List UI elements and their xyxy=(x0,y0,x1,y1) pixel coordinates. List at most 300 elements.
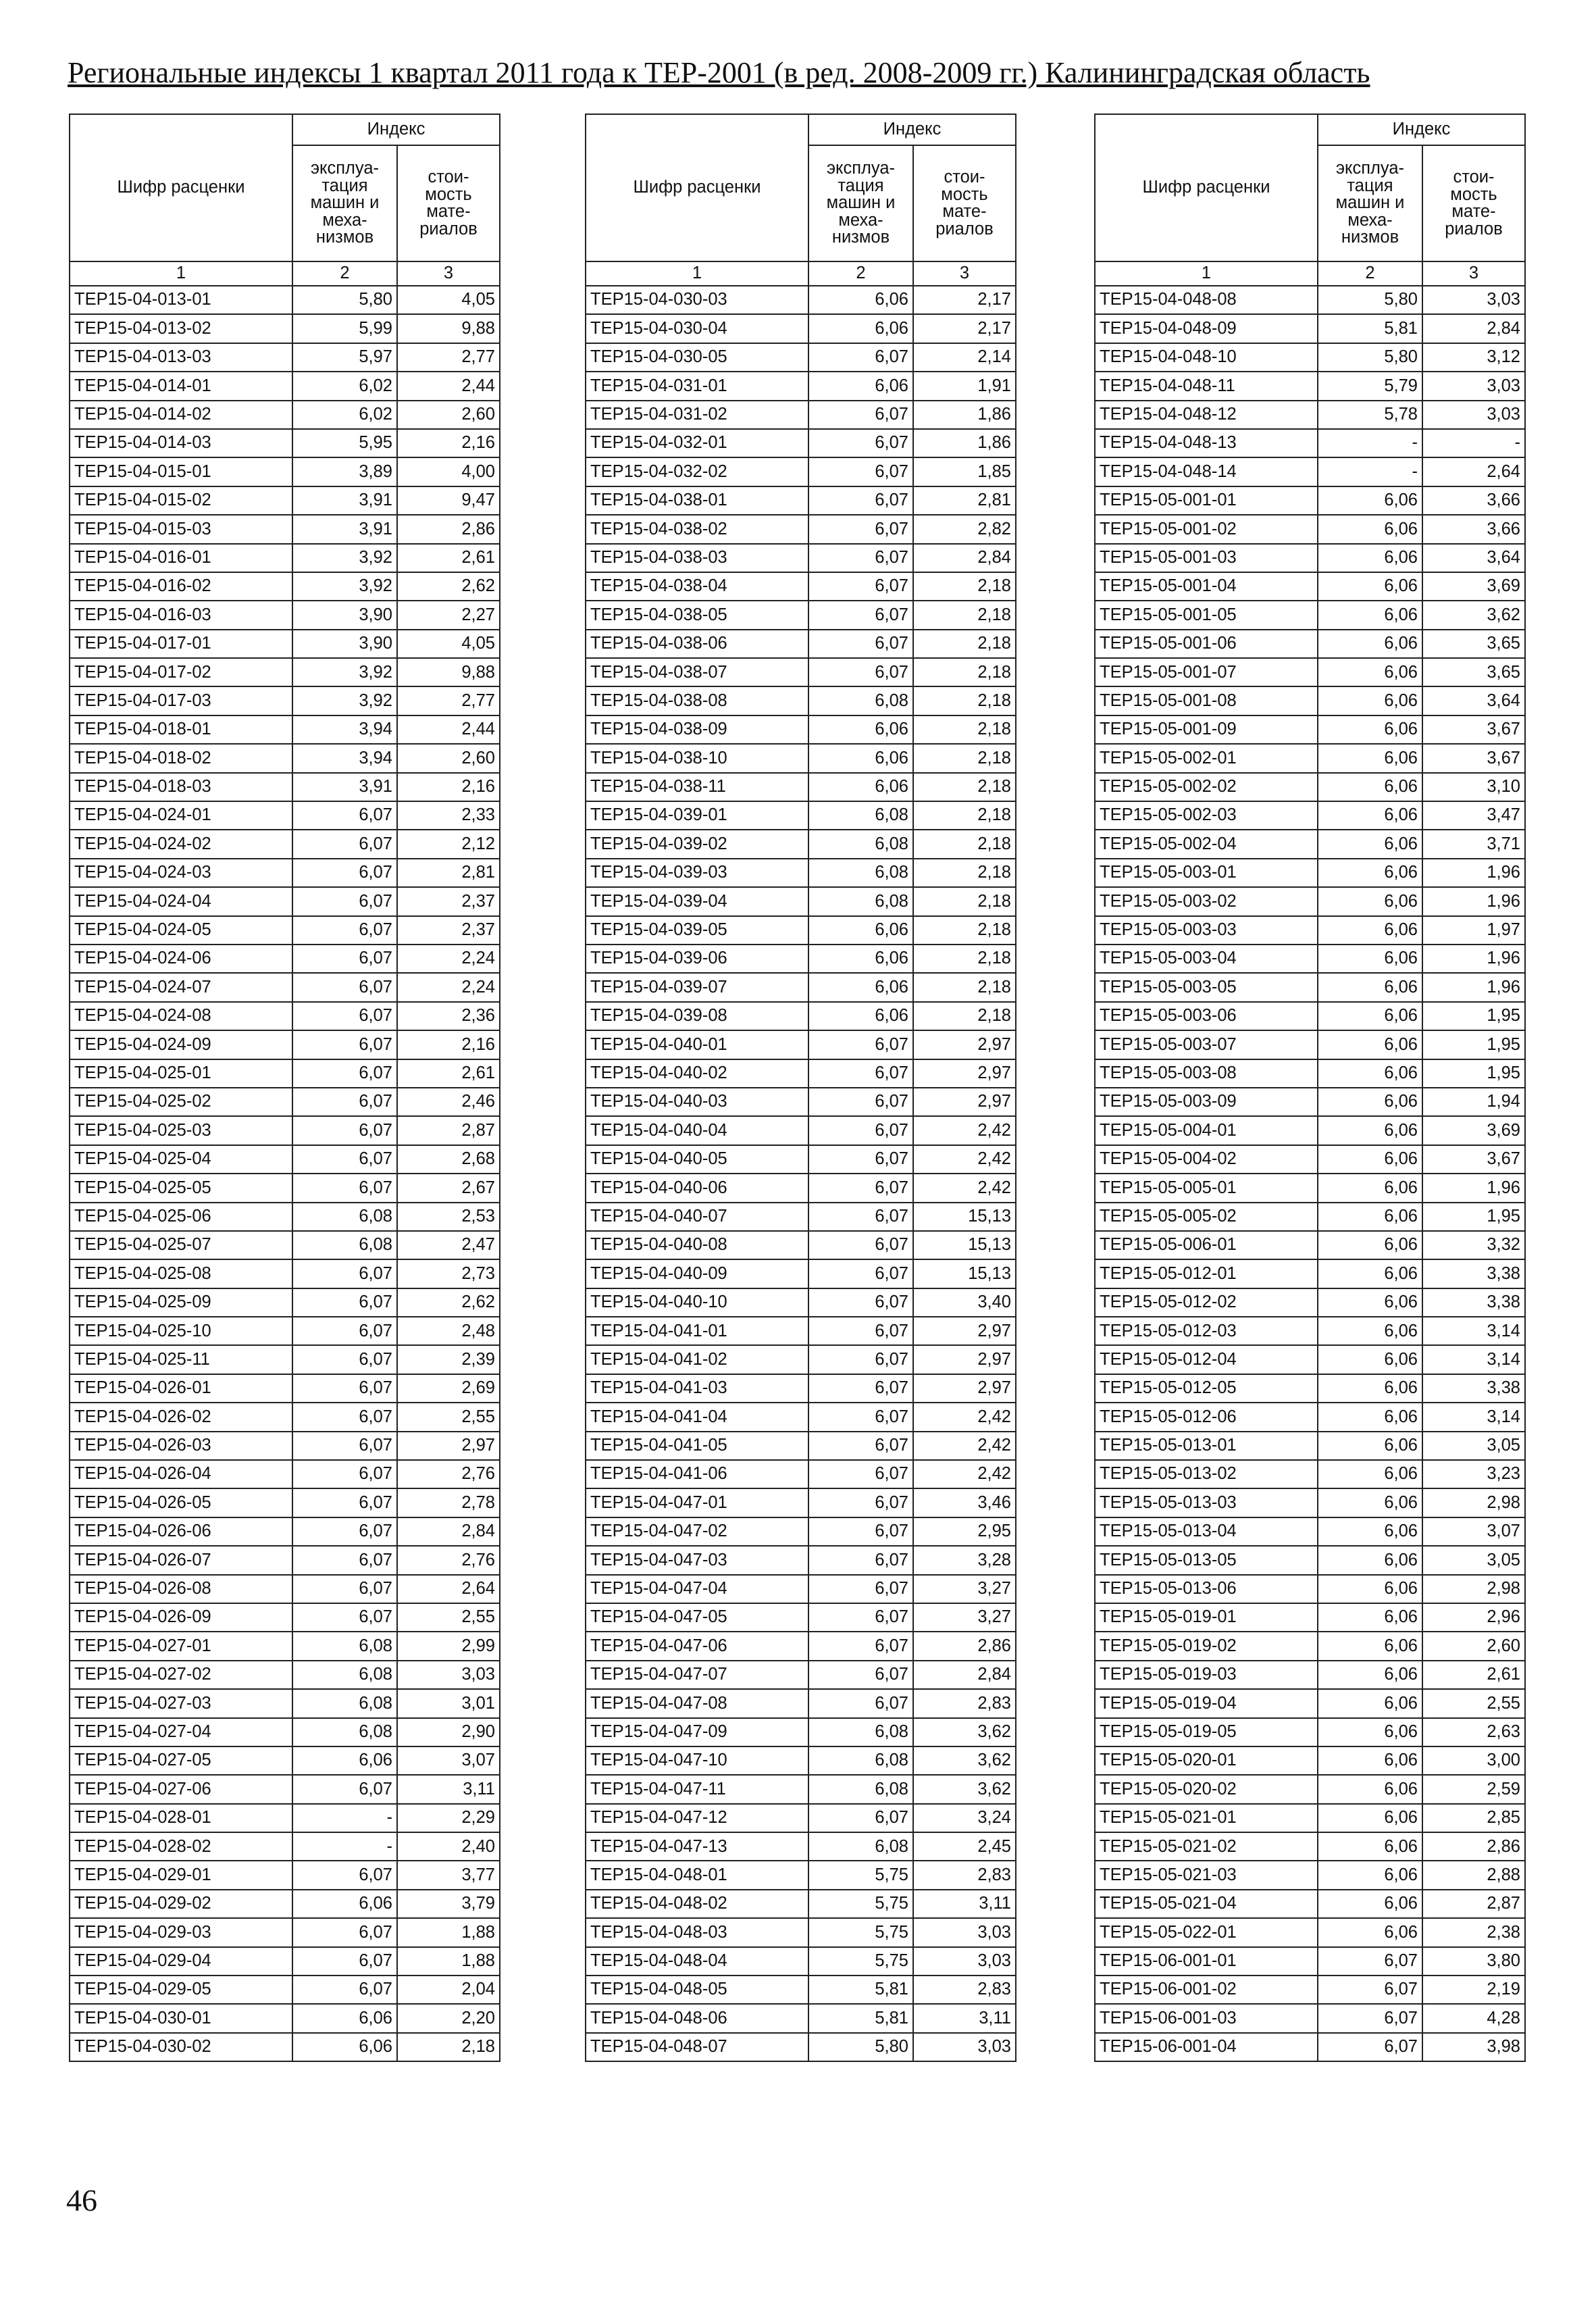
header-num-3: 3 xyxy=(397,261,500,286)
machine-index: 6,07 xyxy=(808,1345,913,1374)
rate-code: ТЕР15-05-001-05 xyxy=(1095,601,1318,629)
material-index: 2,40 xyxy=(397,1832,500,1861)
table-row xyxy=(70,2004,500,2032)
table-row xyxy=(70,1976,500,2004)
material-index: 2,84 xyxy=(913,544,1016,572)
table-row xyxy=(1095,544,1525,572)
table-row xyxy=(1095,1918,1525,1946)
rate-code: ТЕР15-05-002-03 xyxy=(1095,801,1318,830)
rate-code: ТЕР15-04-047-03 xyxy=(586,1546,808,1574)
machine-index: 6,08 xyxy=(808,1832,913,1861)
machine-index: 6,07 xyxy=(808,429,913,457)
material-index: 2,42 xyxy=(913,1403,1016,1431)
table-row xyxy=(586,1145,1016,1174)
material-index: 3,01 xyxy=(397,1689,500,1717)
machine-index: 6,07 xyxy=(808,544,913,572)
material-index: 3,66 xyxy=(1422,486,1525,515)
machine-index: 6,07 xyxy=(292,973,397,1001)
table-row xyxy=(70,1002,500,1030)
material-index: 2,63 xyxy=(1422,1718,1525,1746)
rate-code: ТЕР15-05-013-03 xyxy=(1095,1488,1318,1517)
material-index: 2,18 xyxy=(913,572,1016,601)
material-index: 3,11 xyxy=(913,1890,1016,1918)
machine-index: 6,08 xyxy=(808,1746,913,1775)
rate-code: ТЕР15-04-027-05 xyxy=(70,1746,292,1775)
machine-index: 6,06 xyxy=(808,314,913,343)
rate-code: ТЕР15-04-032-02 xyxy=(586,457,808,486)
table-row xyxy=(70,572,500,601)
table-row xyxy=(1095,1575,1525,1603)
material-index: 3,05 xyxy=(1422,1432,1525,1460)
machine-index: 5,97 xyxy=(292,343,397,372)
rate-code: ТЕР15-04-025-08 xyxy=(70,1259,292,1288)
table-row xyxy=(70,314,500,343)
machine-index: 6,07 xyxy=(292,1030,397,1059)
machine-index: 6,07 xyxy=(808,401,913,429)
table-row xyxy=(586,457,1016,486)
rate-code: ТЕР15-04-040-04 xyxy=(586,1116,808,1145)
machine-index: 5,99 xyxy=(292,314,397,343)
table-row xyxy=(70,1288,500,1317)
table-row xyxy=(1095,1231,1525,1259)
material-index: 2,61 xyxy=(397,544,500,572)
rate-code: ТЕР15-04-015-03 xyxy=(70,515,292,543)
table-row xyxy=(1095,1517,1525,1546)
machine-index: 6,06 xyxy=(1318,887,1422,915)
material-index: 2,97 xyxy=(913,1088,1016,1116)
machine-index: - xyxy=(1318,457,1422,486)
rate-code: ТЕР15-04-038-04 xyxy=(586,572,808,601)
material-index: 2,44 xyxy=(397,715,500,744)
machine-index: 6,07 xyxy=(808,1546,913,1574)
machine-index: 6,06 xyxy=(1318,1174,1422,1202)
machine-index: 6,07 xyxy=(292,945,397,973)
table-row xyxy=(70,515,500,543)
material-index: 2,98 xyxy=(1422,1488,1525,1517)
material-index: 3,67 xyxy=(1422,744,1525,772)
table-row xyxy=(586,1832,1016,1861)
table-row xyxy=(70,601,500,629)
header-machines: эксплуа- тация машин и меха- низмов xyxy=(808,145,913,261)
rate-code: ТЕР15-04-017-02 xyxy=(70,658,292,686)
index-table-1 xyxy=(69,114,500,2062)
material-index: 2,18 xyxy=(913,887,1016,915)
material-index: 3,03 xyxy=(913,1947,1016,1976)
table-row xyxy=(70,1432,500,1460)
machine-index: 6,06 xyxy=(1318,1374,1422,1403)
material-index: 2,46 xyxy=(397,1088,500,1116)
rate-code: ТЕР15-04-015-01 xyxy=(70,457,292,486)
material-index: 2,18 xyxy=(397,2033,500,2061)
table-row xyxy=(586,1116,1016,1145)
machine-index: 6,06 xyxy=(1318,1203,1422,1231)
material-index: 4,28 xyxy=(1422,2004,1525,2032)
machine-index: 6,07 xyxy=(292,1918,397,1946)
material-index: 2,44 xyxy=(397,372,500,400)
table-row xyxy=(70,1203,500,1231)
machine-index: 6,06 xyxy=(1318,1890,1422,1918)
machine-index: 3,90 xyxy=(292,601,397,629)
machine-index: 6,06 xyxy=(1318,1145,1422,1174)
material-index: 2,55 xyxy=(397,1403,500,1431)
rate-code: ТЕР15-04-040-07 xyxy=(586,1203,808,1231)
rate-code: ТЕР15-05-022-01 xyxy=(1095,1918,1318,1946)
rate-code: ТЕР15-05-001-04 xyxy=(1095,572,1318,601)
table-row xyxy=(1095,801,1525,830)
table-row xyxy=(586,1374,1016,1403)
table-row xyxy=(586,429,1016,457)
machine-index: 6,08 xyxy=(292,1632,397,1660)
rate-code: ТЕР15-05-002-04 xyxy=(1095,830,1318,858)
page-number: 46 xyxy=(66,2183,97,2217)
machine-index: - xyxy=(292,1832,397,1861)
table-row xyxy=(586,945,1016,973)
material-index: 2,84 xyxy=(913,1661,1016,1689)
machine-index: 6,07 xyxy=(292,1374,397,1403)
machine-index: 6,08 xyxy=(808,686,913,715)
material-index: 2,62 xyxy=(397,572,500,601)
table-row xyxy=(586,686,1016,715)
table-row xyxy=(70,544,500,572)
rate-code: ТЕР15-04-048-09 xyxy=(1095,314,1318,343)
machine-index: 6,06 xyxy=(1318,1689,1422,1717)
rate-code: ТЕР15-04-039-04 xyxy=(586,887,808,915)
machine-index: 6,07 xyxy=(808,486,913,515)
machine-index: 6,07 xyxy=(292,801,397,830)
rate-code: ТЕР15-04-041-05 xyxy=(586,1432,808,1460)
rate-code: ТЕР15-04-024-01 xyxy=(70,801,292,830)
header-num-1: 1 xyxy=(586,261,808,286)
machine-index: 6,06 xyxy=(808,286,913,314)
table-row xyxy=(586,343,1016,372)
material-index: 1,88 xyxy=(397,1947,500,1976)
rate-code: ТЕР15-05-021-01 xyxy=(1095,1804,1318,1832)
machine-index: 6,08 xyxy=(808,887,913,915)
machine-index: 3,89 xyxy=(292,457,397,486)
table-row xyxy=(586,1174,1016,1202)
header-index: Индекс xyxy=(1318,114,1525,145)
header-machines: эксплуа- тация машин и меха- низмов xyxy=(292,145,397,261)
machine-index: 6,06 xyxy=(1318,945,1422,973)
table-row xyxy=(70,1661,500,1689)
material-index: 1,85 xyxy=(913,457,1016,486)
material-index: 3,11 xyxy=(913,2004,1016,2032)
rate-code: ТЕР15-05-012-06 xyxy=(1095,1403,1318,1431)
table-row xyxy=(70,486,500,515)
rate-code: ТЕР15-04-040-08 xyxy=(586,1231,808,1259)
table-row xyxy=(70,1317,500,1345)
machine-index: 6,07 xyxy=(808,1317,913,1345)
machine-index: 6,08 xyxy=(292,1231,397,1259)
machine-index: 6,07 xyxy=(808,1174,913,1202)
table-row xyxy=(586,372,1016,400)
material-index: 3,64 xyxy=(1422,686,1525,715)
rate-code: ТЕР15-05-005-01 xyxy=(1095,1174,1318,1202)
material-index: 2,48 xyxy=(397,1317,500,1345)
material-index: 2,76 xyxy=(397,1546,500,1574)
rate-code: ТЕР15-04-038-01 xyxy=(586,486,808,515)
material-index: 2,24 xyxy=(397,945,500,973)
rate-code: ТЕР15-04-024-03 xyxy=(70,859,292,887)
machine-index: 6,08 xyxy=(292,1203,397,1231)
rate-code: ТЕР15-04-041-01 xyxy=(586,1317,808,1345)
material-index: 2,45 xyxy=(913,1832,1016,1861)
material-index: 2,82 xyxy=(913,515,1016,543)
material-index: 2,69 xyxy=(397,1374,500,1403)
material-index: 3,64 xyxy=(1422,544,1525,572)
material-index: 2,20 xyxy=(397,2004,500,2032)
table-row xyxy=(1095,744,1525,772)
machine-index: - xyxy=(1318,429,1422,457)
machine-index: 6,07 xyxy=(292,1947,397,1976)
table-row xyxy=(70,630,500,658)
table-row xyxy=(1095,1976,1525,2004)
material-index: 3,38 xyxy=(1422,1288,1525,1317)
material-index: 2,16 xyxy=(397,429,500,457)
machine-index: 6,06 xyxy=(808,773,913,801)
material-index: - xyxy=(1422,429,1525,457)
machine-index: 6,06 xyxy=(1318,1259,1422,1288)
rate-code: ТЕР15-04-017-01 xyxy=(70,630,292,658)
table-row xyxy=(1095,1689,1525,1717)
machine-index: 6,07 xyxy=(808,343,913,372)
material-index: 2,18 xyxy=(913,715,1016,744)
material-index: 4,05 xyxy=(397,630,500,658)
table-row xyxy=(70,1546,500,1574)
rate-code: ТЕР15-06-001-03 xyxy=(1095,2004,1318,2032)
table-row xyxy=(70,1632,500,1660)
material-index: 3,07 xyxy=(397,1746,500,1775)
material-index: 4,05 xyxy=(397,286,500,314)
rate-code: ТЕР15-04-024-02 xyxy=(70,830,292,858)
rate-code: ТЕР15-05-012-01 xyxy=(1095,1259,1318,1288)
machine-index: 6,06 xyxy=(1318,973,1422,1001)
material-index: 3,46 xyxy=(913,1488,1016,1517)
material-index: 2,96 xyxy=(1422,1603,1525,1632)
machine-index: 6,07 xyxy=(808,1804,913,1832)
machine-index: 6,06 xyxy=(1318,801,1422,830)
material-index: 2,59 xyxy=(1422,1775,1525,1803)
rate-code: ТЕР15-04-025-03 xyxy=(70,1116,292,1145)
table-row xyxy=(586,1546,1016,1574)
material-index: 1,97 xyxy=(1422,916,1525,945)
machine-index: 6,07 xyxy=(808,1374,913,1403)
material-index: 2,99 xyxy=(397,1632,500,1660)
machine-index: 6,07 xyxy=(808,1403,913,1431)
machine-index: 6,06 xyxy=(1318,916,1422,945)
rate-code: ТЕР15-04-026-01 xyxy=(70,1374,292,1403)
machine-index: 5,80 xyxy=(808,2033,913,2061)
material-index: 2,42 xyxy=(913,1145,1016,1174)
material-index: 2,97 xyxy=(913,1345,1016,1374)
header-materials: стои- мость мате- риалов xyxy=(913,145,1016,261)
rate-code: ТЕР15-04-024-04 xyxy=(70,887,292,915)
rate-code: ТЕР15-04-025-11 xyxy=(70,1345,292,1374)
machine-index: 6,07 xyxy=(808,1689,913,1717)
machine-index: 6,07 xyxy=(292,1259,397,1288)
rate-code: ТЕР15-04-048-11 xyxy=(1095,372,1318,400)
table-row xyxy=(1095,401,1525,429)
rate-code: ТЕР15-04-048-08 xyxy=(1095,286,1318,314)
header-code: Шифр расценки xyxy=(586,114,808,261)
rate-code: ТЕР15-04-026-03 xyxy=(70,1432,292,1460)
rate-code: ТЕР15-05-012-03 xyxy=(1095,1317,1318,1345)
material-index: 3,32 xyxy=(1422,1231,1525,1259)
rate-code: ТЕР15-04-026-08 xyxy=(70,1575,292,1603)
machine-index: 3,92 xyxy=(292,572,397,601)
machine-index: 5,79 xyxy=(1318,372,1422,400)
header-code: Шифр расценки xyxy=(1095,114,1318,261)
rate-code: ТЕР15-04-047-10 xyxy=(586,1746,808,1775)
material-index: 2,86 xyxy=(1422,1832,1525,1861)
rate-code: ТЕР15-04-030-02 xyxy=(70,2033,292,2061)
rate-code: ТЕР15-04-047-06 xyxy=(586,1632,808,1660)
rate-code: ТЕР15-04-048-01 xyxy=(586,1861,808,1889)
machine-index: 6,06 xyxy=(292,2004,397,2032)
table-row xyxy=(70,1145,500,1174)
table-row xyxy=(1095,830,1525,858)
machine-index: 6,07 xyxy=(808,601,913,629)
material-index: 3,14 xyxy=(1422,1317,1525,1345)
table-row xyxy=(70,1718,500,1746)
table-row xyxy=(70,1689,500,1717)
rate-code: ТЕР15-05-002-01 xyxy=(1095,744,1318,772)
material-index: 2,33 xyxy=(397,801,500,830)
material-index: 2,14 xyxy=(913,343,1016,372)
table-row xyxy=(70,1517,500,1546)
material-index: 2,97 xyxy=(913,1374,1016,1403)
material-index: 2,16 xyxy=(397,1030,500,1059)
material-index: 2,16 xyxy=(397,773,500,801)
rate-code: ТЕР15-05-013-06 xyxy=(1095,1575,1318,1603)
table-row xyxy=(70,887,500,915)
machine-index: 6,06 xyxy=(1318,486,1422,515)
material-index: 3,47 xyxy=(1422,801,1525,830)
machine-index: 6,07 xyxy=(808,1145,913,1174)
table-row xyxy=(586,401,1016,429)
table-row xyxy=(586,1460,1016,1488)
rate-code: ТЕР15-05-001-01 xyxy=(1095,486,1318,515)
table-row xyxy=(70,859,500,887)
machine-index: 6,06 xyxy=(1318,1345,1422,1374)
machine-index: 6,07 xyxy=(292,830,397,858)
machine-index: 6,07 xyxy=(292,1174,397,1202)
rate-code: ТЕР15-05-021-04 xyxy=(1095,1890,1318,1918)
material-index: 2,77 xyxy=(397,343,500,372)
machine-index: 6,06 xyxy=(808,1002,913,1030)
header-num-2: 2 xyxy=(292,261,397,286)
material-index: 2,86 xyxy=(397,515,500,543)
machine-index: 6,07 xyxy=(808,1030,913,1059)
table-row xyxy=(1095,1259,1525,1288)
rate-code: ТЕР15-04-047-13 xyxy=(586,1832,808,1861)
table-row xyxy=(1095,1890,1525,1918)
machine-index: 6,06 xyxy=(1318,1317,1422,1345)
rate-code: ТЕР15-04-025-02 xyxy=(70,1088,292,1116)
machine-index: 6,06 xyxy=(1318,1661,1422,1689)
table-row xyxy=(1095,1145,1525,1174)
table-row xyxy=(70,1403,500,1431)
rate-code: ТЕР15-04-039-06 xyxy=(586,945,808,973)
material-index: 2,78 xyxy=(397,1488,500,1517)
machine-index: 6,06 xyxy=(1318,1002,1422,1030)
table-row xyxy=(586,916,1016,945)
machine-index: 3,91 xyxy=(292,486,397,515)
table-row xyxy=(70,1488,500,1517)
table-row xyxy=(70,1059,500,1088)
rate-code: ТЕР15-05-001-07 xyxy=(1095,658,1318,686)
material-index: 1,91 xyxy=(913,372,1016,400)
material-index: 1,95 xyxy=(1422,1203,1525,1231)
machine-index: 3,94 xyxy=(292,715,397,744)
machine-index: 6,07 xyxy=(808,572,913,601)
rate-code: ТЕР15-04-039-07 xyxy=(586,973,808,1001)
rate-code: ТЕР15-04-025-05 xyxy=(70,1174,292,1202)
table-row xyxy=(1095,1002,1525,1030)
rate-code: ТЕР15-05-013-02 xyxy=(1095,1460,1318,1488)
rate-code: ТЕР15-04-039-01 xyxy=(586,801,808,830)
rate-code: ТЕР15-05-020-01 xyxy=(1095,1746,1318,1775)
table-row xyxy=(586,486,1016,515)
machine-index: 6,07 xyxy=(292,1603,397,1632)
rate-code: ТЕР15-05-019-02 xyxy=(1095,1632,1318,1660)
material-index: 2,95 xyxy=(913,1517,1016,1546)
table-row xyxy=(1095,658,1525,686)
material-index: 2,18 xyxy=(913,830,1016,858)
table-row xyxy=(70,1918,500,1946)
rate-code: ТЕР15-04-030-03 xyxy=(586,286,808,314)
material-index: 3,11 xyxy=(397,1775,500,1803)
rate-code: ТЕР15-04-047-02 xyxy=(586,1517,808,1546)
material-index: 2,61 xyxy=(1422,1661,1525,1689)
rate-code: ТЕР15-04-048-04 xyxy=(586,1947,808,1976)
table-row xyxy=(1095,486,1525,515)
table-row xyxy=(70,372,500,400)
table-row xyxy=(1095,314,1525,343)
machine-index: 3,92 xyxy=(292,686,397,715)
rate-code: ТЕР15-04-030-05 xyxy=(586,343,808,372)
material-index: 2,64 xyxy=(397,1575,500,1603)
rate-code: ТЕР15-04-030-01 xyxy=(70,2004,292,2032)
machine-index: 6,06 xyxy=(1318,1575,1422,1603)
machine-index: 6,07 xyxy=(808,1488,913,1517)
table-row xyxy=(586,1661,1016,1689)
rate-code: ТЕР15-04-013-02 xyxy=(70,314,292,343)
rate-code: ТЕР15-04-026-05 xyxy=(70,1488,292,1517)
material-index: 2,36 xyxy=(397,1002,500,1030)
rate-code: ТЕР15-04-032-01 xyxy=(586,429,808,457)
machine-index: 6,07 xyxy=(808,1432,913,1460)
material-index: 2,12 xyxy=(397,830,500,858)
machine-index: 5,80 xyxy=(292,286,397,314)
table-row xyxy=(586,1259,1016,1288)
rate-code: ТЕР15-04-029-05 xyxy=(70,1976,292,2004)
table-row xyxy=(1095,1317,1525,1345)
machine-index: 6,06 xyxy=(1318,1030,1422,1059)
machine-index: 6,08 xyxy=(808,1718,913,1746)
material-index: 1,96 xyxy=(1422,1174,1525,1202)
rate-code: ТЕР15-04-026-06 xyxy=(70,1517,292,1546)
material-index: 3,14 xyxy=(1422,1345,1525,1374)
table-row xyxy=(1095,601,1525,629)
table-row xyxy=(70,1775,500,1803)
rate-code: ТЕР15-04-047-05 xyxy=(586,1603,808,1632)
rate-code: ТЕР15-04-038-10 xyxy=(586,744,808,772)
material-index: 2,18 xyxy=(913,744,1016,772)
table-row xyxy=(1095,1460,1525,1488)
material-index: 1,95 xyxy=(1422,1002,1525,1030)
material-index: 1,96 xyxy=(1422,887,1525,915)
